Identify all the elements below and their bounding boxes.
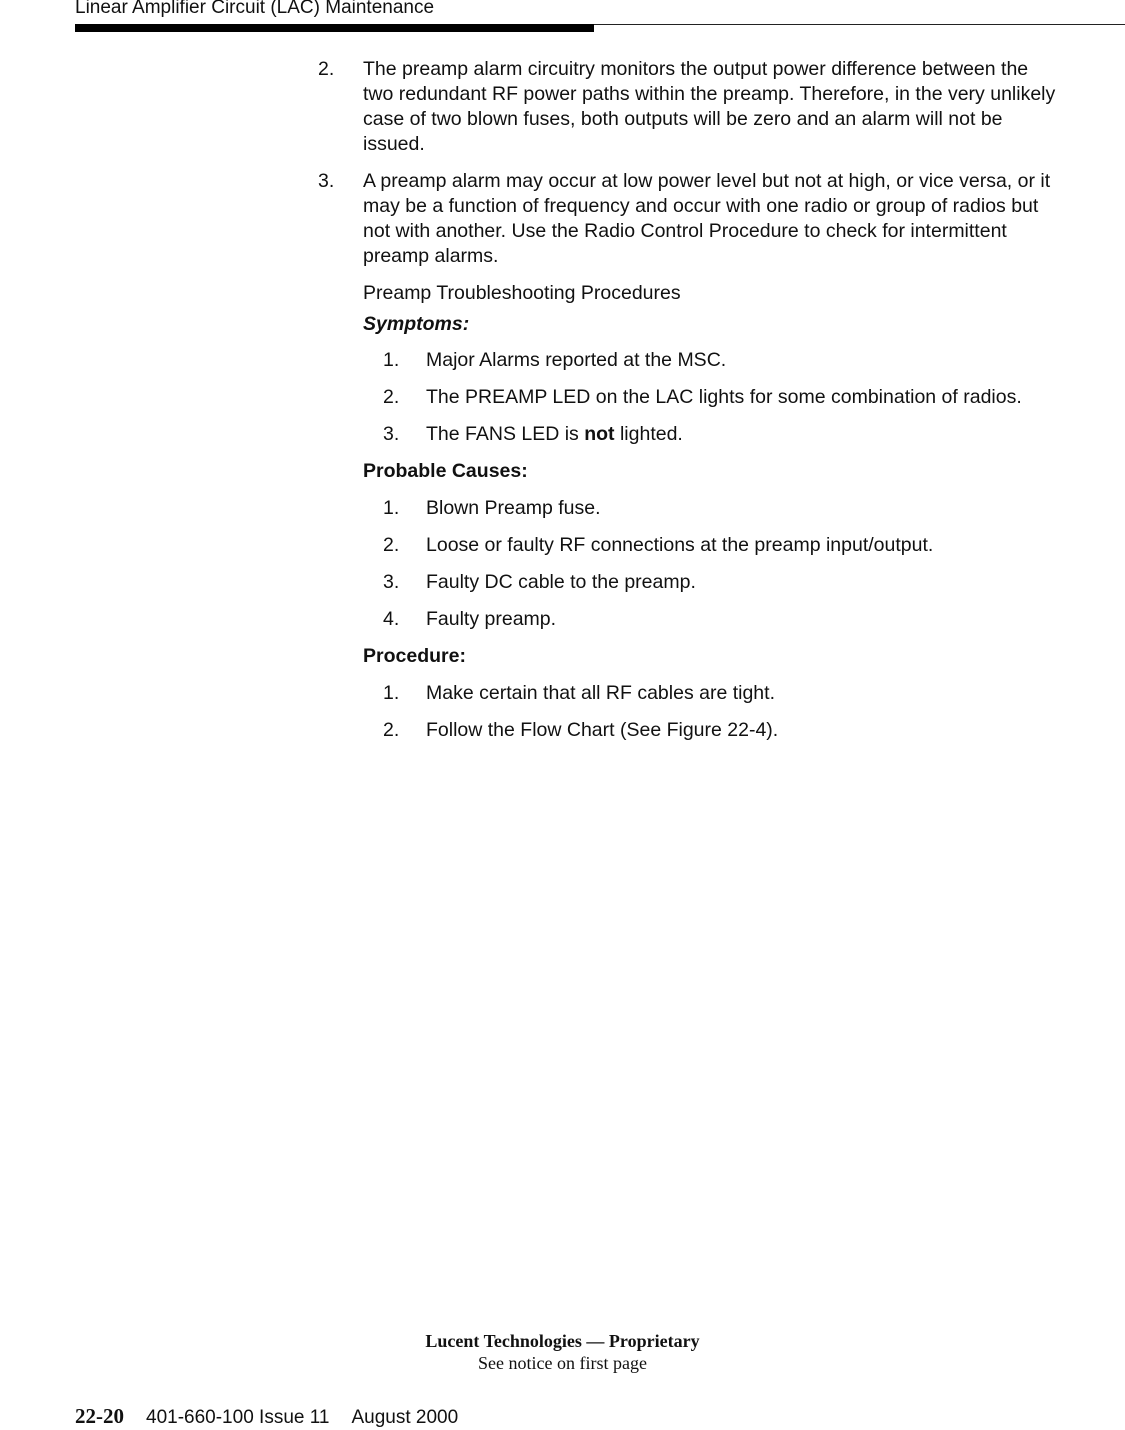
symptoms-label: Symptoms: (363, 313, 470, 335)
list-item (318, 57, 1058, 157)
cause-text: Faulty preamp. (426, 608, 557, 630)
procedure-step-number: 2. (383, 719, 400, 741)
symptom-text: The PREAMP LED on the LAC lights for some combination of radios. (426, 386, 1022, 408)
symptom-text-part: lighted. (614, 423, 683, 445)
cause-number: 3. (383, 571, 400, 593)
list-item-number: 2. (318, 58, 335, 80)
cause-number: 1. (383, 497, 400, 519)
cause-item (363, 570, 1058, 595)
procedure-label: Procedure: (363, 645, 466, 667)
list-item-text: The preamp alarm circuitry monitors the output power difference between the two redundant RF power paths within the preamp. Therefore, in the very unlikely case of two blown fuses, both outputs will be zero and an alarm will not be issued. (363, 58, 1056, 155)
troubleshooting-section (363, 281, 1058, 743)
symptom-number: 2. (383, 386, 400, 408)
footer-notice: See notice on first page (478, 1353, 647, 1373)
procedure-step (363, 718, 1058, 743)
procedure-step-text: Follow the Flow Chart (See Figure 22-4). (426, 719, 779, 741)
list-item-number: 3. (318, 170, 335, 192)
footer-page-info (75, 1405, 458, 1429)
procedure-step-number: 1. (383, 682, 400, 704)
symptom-text-part: The FANS LED is (426, 423, 585, 445)
procedure-step (363, 681, 1058, 706)
section-heading: Preamp Troubleshooting Procedures (363, 282, 681, 304)
probable-causes-label: Probable Causes: (363, 460, 528, 482)
cause-text: Loose or faulty RF connections at the preamp input/output. (426, 534, 934, 556)
cause-text: Faulty DC cable to the preamp. (426, 571, 696, 593)
page-number: 22-20 (75, 1404, 124, 1428)
publication-date: August 2000 (351, 1407, 459, 1428)
cause-text: Blown Preamp fuse. (426, 497, 601, 519)
symptom-text: Major Alarms reported at the MSC. (426, 349, 727, 371)
symptom-item (363, 385, 1058, 410)
footer-company: Lucent Technologies — Proprietary (425, 1331, 700, 1351)
procedure-step-text: Make certain that all RF cables are tight. (426, 682, 775, 704)
symptom-number: 3. (383, 423, 400, 445)
cause-item (363, 533, 1058, 558)
running-header-title: Linear Amplifier Circuit (LAC) Maintenance (75, 0, 435, 18)
cause-item (363, 607, 1058, 632)
cause-number: 2. (383, 534, 400, 556)
symptom-text (426, 422, 1058, 447)
list-item (318, 169, 1058, 269)
main-content (318, 57, 1058, 755)
cause-item (363, 496, 1058, 521)
symptom-item (363, 422, 1058, 447)
symptom-text-emphasis: not (584, 423, 615, 445)
cause-number: 4. (383, 608, 400, 630)
document-issue: 401-660-100 Issue 11 (146, 1407, 330, 1428)
symptom-number: 1. (383, 349, 400, 371)
symptom-item (363, 348, 1058, 373)
header-rule-bar (75, 24, 594, 32)
list-item-text: A preamp alarm may occur at low power level but not at high, or vice versa, or it may be a function of frequency and occur with one radio or group of radios but not with another. Use the Radio Control Procedure to check for intermittent preamp alarms. (363, 170, 1051, 267)
